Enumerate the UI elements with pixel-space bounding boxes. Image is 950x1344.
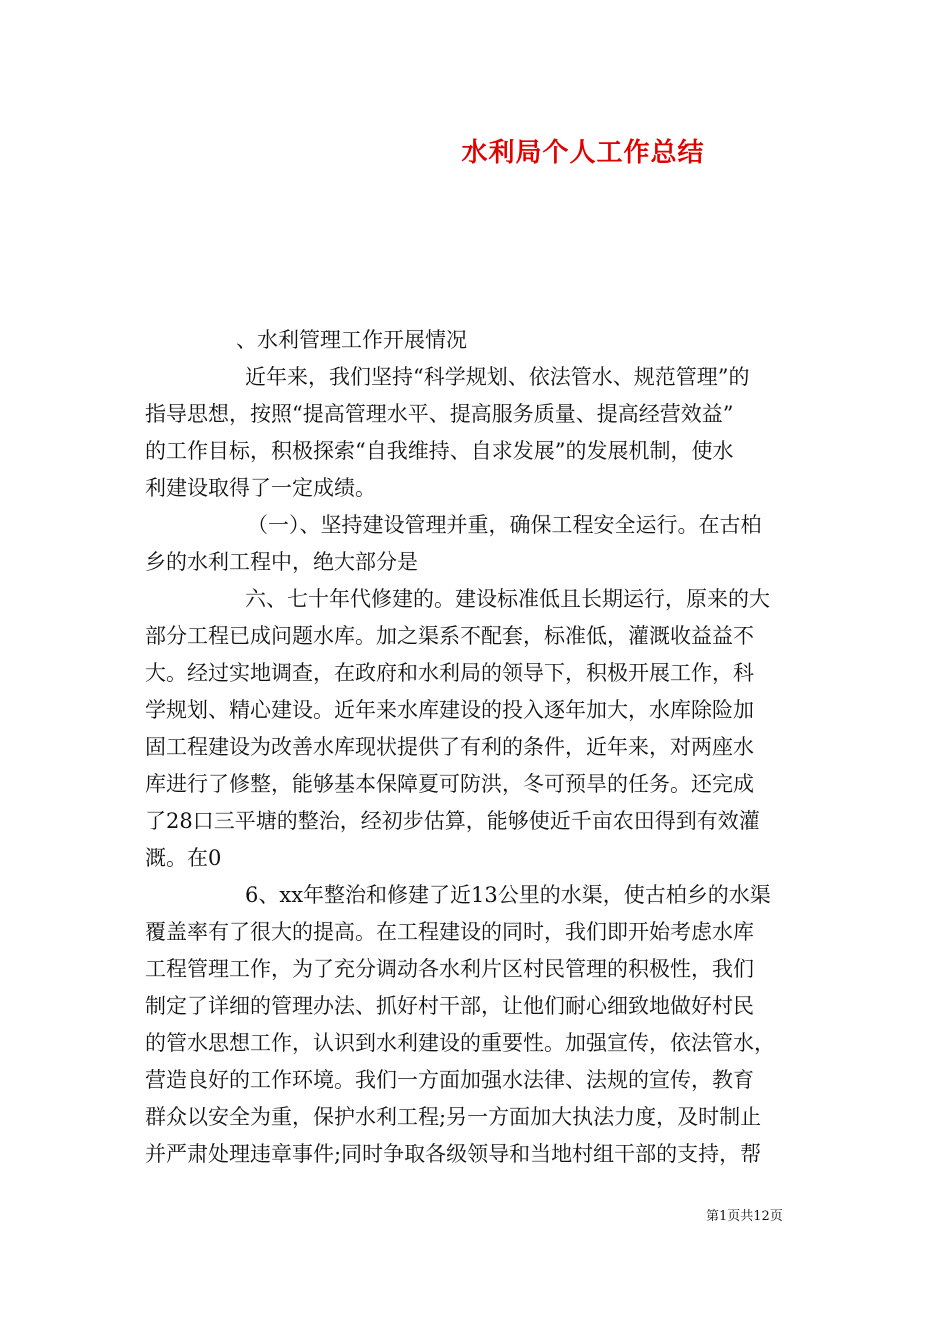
paragraph-line: 学规划、精心建设。近年来水库建设的投入逐年加大，水库除险加 — [145, 698, 754, 722]
paragraph-line: 库进行了修整，能够基本保障夏可防洪，冬可预旱的任务。还完成 — [145, 772, 754, 796]
paragraph-line: 溉。在0 — [145, 846, 222, 870]
paragraph-line: 乡的水利工程中，绝大部分是 — [145, 550, 418, 574]
document-title: 水利局个人工作总结 — [461, 138, 705, 168]
paragraph-line: 大。经过实地调查，在政府和水利局的领导下，积极开展工作，科 — [145, 661, 754, 685]
paragraph-line: 的管水思想工作，认识到水利建设的重要性。加强宣传，依法管水， — [145, 1031, 775, 1055]
paragraph-line: 近年来，我们坚持“科学规划、依法管水、规范管理”的 — [245, 365, 750, 389]
paragraph-line: 制定了详细的管理办法、抓好村干部，让他们耐心细致地做好村民 — [145, 994, 754, 1018]
page-number: 第1页共12页 — [706, 1209, 783, 1224]
paragraph-line: （一）、坚持建设管理并重，确保工程安全运行。在古柏 — [247, 513, 762, 537]
paragraph-line: 六、七十年代修建的。建设标准低且长期运行，原来的大 — [245, 587, 770, 611]
paragraph-line: 群众以安全为重，保护水利工程;另一方面加大执法力度，及时制止 — [145, 1105, 762, 1129]
paragraph-line: 指导思想，按照“提高管理水平、提高服务质量、提高经营效益” — [145, 402, 734, 426]
paragraph-line: 6、xx年整治和修建了近13公里的水渠，使古柏乡的水渠 — [245, 883, 771, 907]
paragraph-line: 固工程建设为改善水库现状提供了有利的条件，近年来，对两座水 — [145, 735, 754, 759]
paragraph-line: 利建设取得了一定成绩。 — [145, 476, 376, 500]
section-heading: 、水利管理工作开展情况 — [236, 328, 467, 352]
paragraph-line: 并严肃处理违章事件;同时争取各级领导和当地村组干部的支持，帮 — [145, 1142, 762, 1166]
paragraph-line: 覆盖率有了很大的提高。在工程建设的同时，我们即开始考虑水库 — [145, 920, 754, 944]
paragraph-line: 部分工程已成问题水库。加之渠系不配套，标准低，灌溉收益益不 — [145, 624, 754, 648]
paragraph-line: 的工作目标，积极探索“自我维持、自求发展”的发展机制，使水 — [145, 439, 734, 463]
paragraph-line: 工程管理工作，为了充分调动各水利片区村民管理的积极性，我们 — [145, 957, 754, 981]
paragraph-line: 了28口三平塘的整治，经初步估算，能够使近千亩农田得到有效灌 — [145, 809, 760, 833]
paragraph-line: 营造良好的工作环境。我们一方面加强水法律、法规的宣传，教育 — [145, 1068, 754, 1092]
